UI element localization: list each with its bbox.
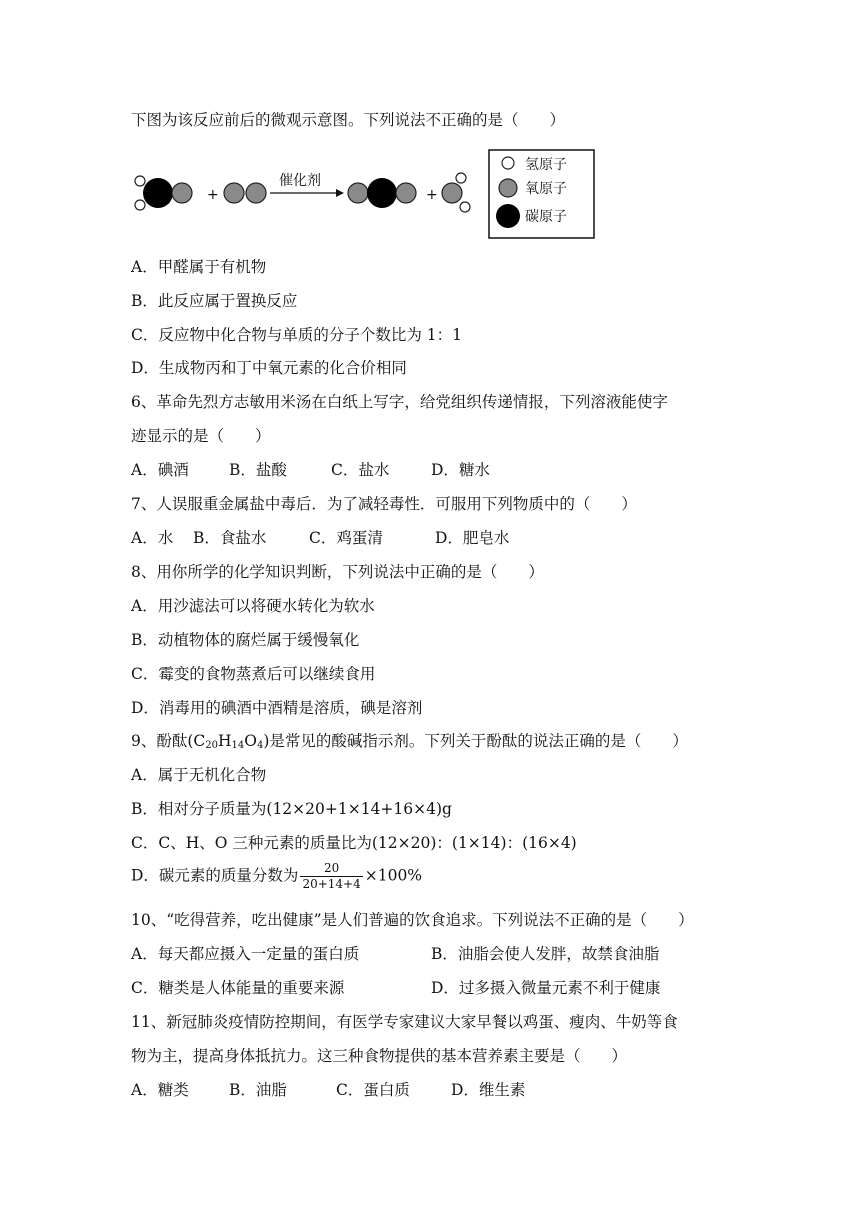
- oxygen-legend-icon: [499, 179, 517, 197]
- q10-option-a: A．每天都应摄入一定量的蛋白质: [131, 945, 360, 963]
- q7-stem: 7、人误服重金属盐中毒后．为了减轻毒性．可服用下列物质中的（ ）: [131, 495, 637, 513]
- legend-oxygen-label: 氧原子: [525, 181, 567, 197]
- q9-option-d: [131, 861, 422, 892]
- q10-options-row2: [131, 977, 660, 999]
- oxygen-atom: [246, 183, 266, 203]
- q8-option-a: A．用沙滤法可以将硬水转化为软水: [131, 597, 375, 615]
- fraction-numerator: 20: [300, 861, 362, 877]
- q8-stem: 8、用你所学的化学知识判断，下列说法中正确的是（ ）: [131, 563, 544, 581]
- plus-sign: +: [426, 187, 438, 203]
- oxygen-atom: [442, 183, 462, 203]
- catalyst-label: 催化剂: [279, 173, 321, 189]
- q9-option-a: A．属于无机化合物: [131, 766, 267, 784]
- q6-option-d: D．糖水: [431, 461, 490, 479]
- product-molecule-1: [348, 178, 416, 208]
- carbon-legend-icon: [496, 204, 520, 228]
- oxygen-atom: [348, 183, 368, 203]
- q10-option-d: D．过多摄入微量元素不利于健康: [431, 979, 661, 997]
- q6-option-b: B．盐酸: [229, 461, 287, 479]
- reactant-molecule-2: [224, 183, 266, 203]
- q9-option-d-prefix: D．碳元素的质量分数为: [131, 866, 299, 885]
- q6-stem-line1: 6、革命先烈方志敏用米汤在白纸上写字，给党组织传递情报，下列溶液能使字: [131, 393, 668, 411]
- q8-option-d: D．消毒用的碘酒中酒精是溶质，碘是溶剂: [131, 699, 423, 717]
- q6-option-a: A．碘酒: [131, 461, 189, 479]
- q11-options: [131, 1079, 525, 1101]
- q8-option-c: C．霉变的食物蒸煮后可以继续食用: [131, 665, 376, 683]
- q9-subscript-oxygen: 4: [257, 740, 264, 751]
- atom-legend: [489, 150, 594, 238]
- q11-option-a: A．糖类: [131, 1081, 189, 1099]
- q10-stem: 10、“吃得营养，吃出健康”是人们普遍的饮食追求。下列说法不正确的是（ ）: [131, 911, 694, 929]
- q8-option-b: B．动植物体的腐烂属于缓慢氧化: [131, 631, 360, 649]
- oxygen-atom: [396, 183, 416, 203]
- carbon-atom: [367, 178, 397, 208]
- question-intro: 下图为该反应前后的微观示意图。下列说法不正确的是（ ）: [131, 111, 566, 129]
- hydrogen-atom: [135, 176, 145, 186]
- plus-sign: +: [207, 187, 219, 203]
- hydrogen-atom: [460, 202, 470, 212]
- fraction-denominator: 20+14+4: [302, 877, 361, 891]
- carbon-atom: [143, 178, 173, 208]
- q11-option-c: C．蛋白质: [336, 1081, 410, 1099]
- oxygen-atom: [224, 183, 244, 203]
- q9-option-b: B．相对分子质量为(12×20+1×14+16×4)g: [131, 800, 452, 818]
- legend-carbon-label: 碳原子: [525, 209, 567, 225]
- q9-stem-prefix: 9、酚酞(C: [131, 732, 206, 750]
- q9-subscript-carbon: 20: [205, 740, 219, 751]
- q11-stem-line2: 物为主，提高身体抵抗力。这三种食物提供的基本营养素主要是（ ）: [131, 1047, 628, 1065]
- legend-hydrogen-label: 氢原子: [525, 157, 567, 173]
- mass-fraction: [300, 861, 362, 892]
- product-molecule-2: [442, 173, 470, 212]
- q7-option-d: D．肥皂水: [435, 529, 510, 547]
- q7-option-a: A．水: [131, 529, 174, 547]
- q10-option-c: C．糖类是人体能量的重要来源: [131, 979, 345, 997]
- reaction-arrow-icon: [270, 189, 344, 197]
- q9-option-d-suffix: ×100%: [364, 866, 423, 885]
- q6-option-c: C．盐水: [331, 461, 390, 479]
- q11-option-d: D．维生素: [451, 1081, 526, 1099]
- q6-options: [131, 459, 490, 481]
- q10-options-row1: [131, 943, 659, 965]
- q5-option-a: A．甲醛属于有机物: [131, 258, 267, 276]
- q9-stem-suffix: )是常见的酸碱指示剂。下列关于酚酞的说法正确的是（ ）: [263, 732, 688, 750]
- q11-stem-line1: 11、新冠肺炎疫情防控期间，有医学专家建议大家早餐以鸡蛋、瘦肉、牛奶等食: [131, 1013, 678, 1031]
- hydrogen-atom: [135, 200, 145, 210]
- q5-option-c: C．反应物中化合物与单质的分子个数比为 1：1: [131, 326, 463, 344]
- q11-option-b: B．油脂: [229, 1081, 287, 1099]
- reactant-molecule-1: [135, 176, 192, 210]
- q9-stem: [131, 730, 688, 752]
- q9-hydrogen-symbol: H: [218, 732, 232, 750]
- q9-oxygen-symbol: O: [244, 732, 257, 750]
- q10-option-b: B．油脂会使人发胖，故禁食油脂: [431, 945, 660, 963]
- hydrogen-atom: [456, 173, 466, 183]
- q5-option-b: B．此反应属于置换反应: [131, 292, 298, 310]
- q7-options: [131, 527, 509, 549]
- q6-stem-line2: 迹显示的是（ ）: [131, 427, 271, 445]
- reaction-diagram: [128, 148, 598, 242]
- q7-option-b: B．食盐水: [193, 529, 267, 547]
- q7-option-c: C．鸡蛋清: [309, 529, 383, 547]
- q5-option-d: D．生成物丙和丁中氧元素的化合价相同: [131, 359, 407, 377]
- q9-subscript-hydrogen: 14: [231, 740, 245, 751]
- q9-option-c: C．C、H、O 三种元素的质量比为(12×20)：(1×14)：(16×4): [131, 834, 577, 852]
- hydrogen-legend-icon: [502, 157, 514, 169]
- oxygen-atom: [172, 183, 192, 203]
